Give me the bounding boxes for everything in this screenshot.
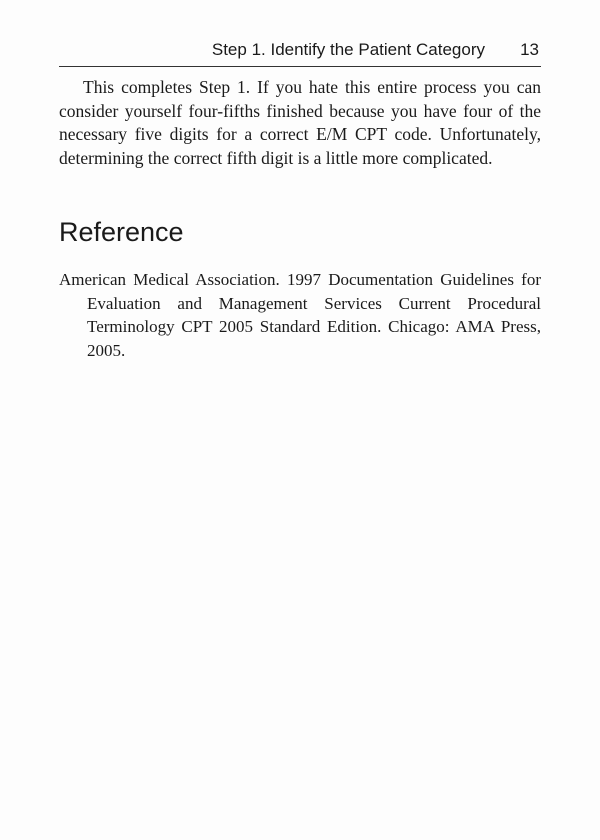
running-head-title: Step 1. Identify the Patient Category — [211, 40, 485, 59]
running-head — [59, 36, 541, 67]
page-number: 13 — [520, 40, 539, 59]
body-paragraph: This completes Step 1. If you hate this entire process you can consider yourself four-fifths finished because you have four of the necessary five digits for a correct E/M CPT code. Unfortunately, determining the correct fifth digit is a little more complicated. — [59, 77, 541, 168]
section-heading-reference: Reference — [59, 217, 184, 247]
reference-entry: American Medical Association. 1997 Documentation Guidelines for Evaluation and Management Services Current Procedural Terminology CPT 2005 Standard Edition. Chicago: AMA Press, 2005. — [59, 270, 541, 360]
